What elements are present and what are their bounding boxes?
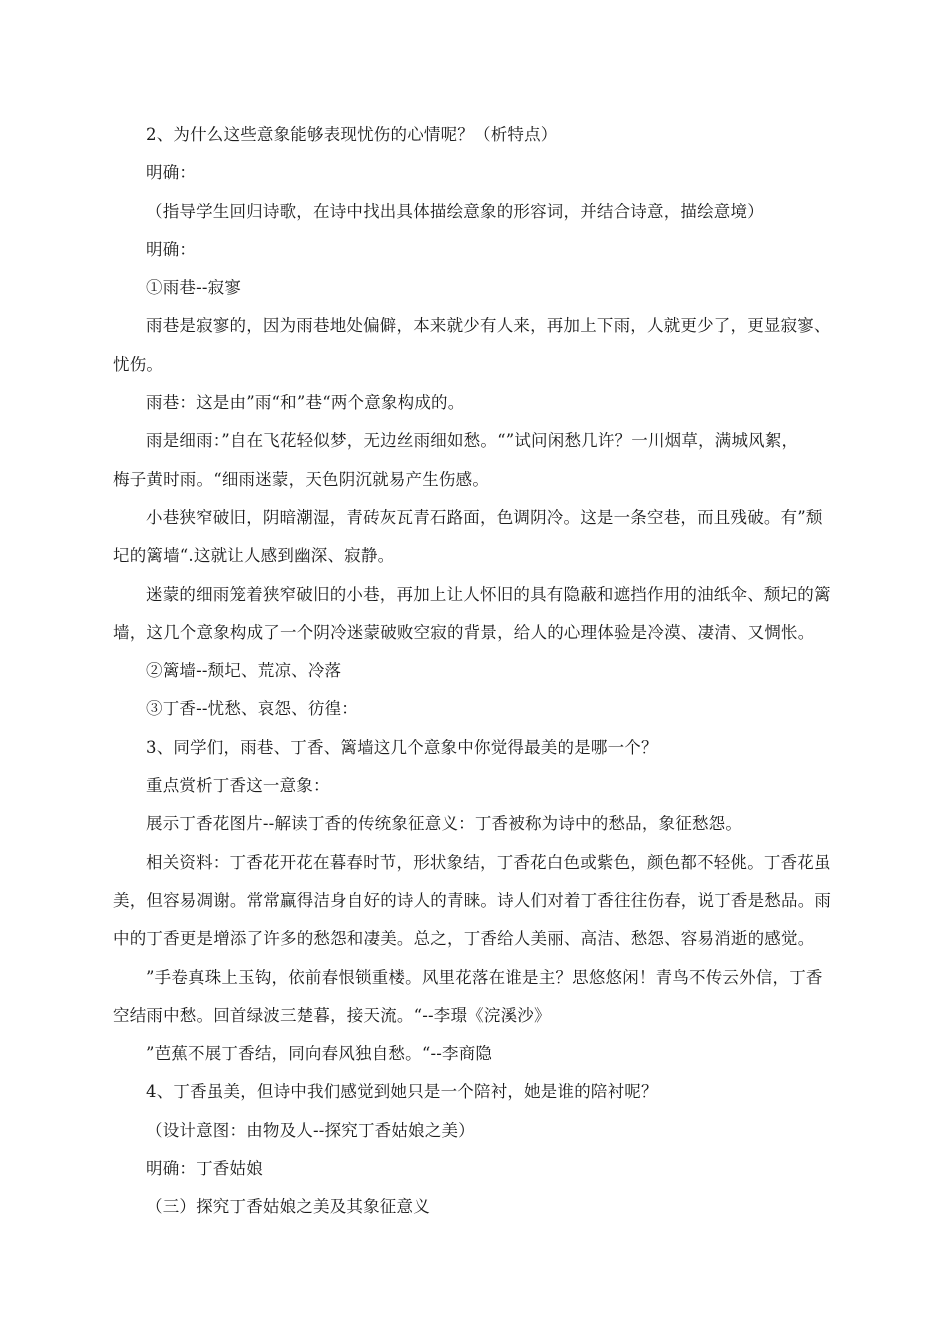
paragraph-line: 小巷狭窄破旧，阴暗潮湿，青砖灰瓦青石路面，色调阴冷。这是一条空巷，而且残破。有”颓 [146, 507, 823, 527]
imagery-heading-lilac: ③丁香--忧愁、哀怨、彷徨： [146, 699, 358, 719]
paragraph-line: 忧伤。 [113, 354, 164, 374]
paragraph-line: 圮的篱墙“.这就让人感到幽深、寂静。 [113, 546, 395, 566]
question-4: 4、丁香虽美，但诗中我们感觉到她只是一个陪衬，她是谁的陪衬呢？ [146, 1082, 658, 1102]
section-heading: （三）探究丁香姑娘之美及其象征意义 [146, 1197, 430, 1217]
question-2: 2、为什么这些意象能够表现忧伤的心情呢？（析特点） [146, 125, 558, 144]
imagery-heading-fence: ②篱墙--颓圮、荒凉、冷落 [146, 661, 342, 681]
poem-quote: 空结雨中愁。回首绿波三楚暮，接天流。“--李璟《浣溪沙》 [113, 1005, 551, 1025]
answer-label: 明确： [146, 163, 197, 183]
question-3: 3、同学们，雨巷、丁香、篱墙这几个意象中你觉得最美的是哪一个？ [146, 737, 658, 757]
paragraph-line: 美，但容易凋谢。常常赢得洁身自好的诗人的青睐。诗人们对着丁香往往伤春，说丁香是愁品。雨 [113, 890, 832, 910]
poem-quote: ”手卷真珠上玉钩，依前春恨锁重楼。风里花落在谁是主？思悠悠闲！青鸟不传云外信，丁香 [146, 967, 823, 987]
paragraph-line: 墙，这几个意象构成了一个阴冷迷蒙破败空寂的背景，给人的心理体验是冷漠、凄清、又惆怅。 [113, 622, 815, 642]
answer-label: 明确： [146, 239, 197, 259]
paragraph-line: 展示丁香花图片--解读丁香的传统象征意义：丁香被称为诗中的愁品，象征愁怨。 [146, 814, 743, 834]
design-intent-note: （设计意图：由物及人--探究丁香姑娘之美） [146, 1120, 475, 1140]
guidance-note: （指导学生回归诗歌，在诗中找出具体描绘意象的形容词，并结合诗意，描绘意境） [146, 201, 764, 221]
paragraph-line: 梅子黄时雨。“细雨迷蒙，天色阴沉就易产生伤感。 [113, 469, 490, 489]
poem-quote: ”芭蕉不展丁香结，同向春风独自愁。“--李商隐 [146, 1044, 493, 1064]
paragraph-line: 雨巷：这是由”雨“和”巷“两个意象构成的。 [146, 393, 465, 413]
paragraph-line: 相关资料：丁香花开花在暮春时节，形状象结，丁香花白色或紫色，颜色都不轻佻。丁香花虽 [146, 852, 831, 872]
paragraph-line: 雨巷是寂寥的，因为雨巷地处偏僻，本来就少有人来，再加上下雨，人就更少了，更显寂寥、 [146, 316, 831, 336]
imagery-heading-rain-alley: ①雨巷--寂寥 [146, 278, 242, 298]
paragraph-line: 雨是细雨：”自在飞花轻似梦，无边丝雨细如愁。“”试问闲愁几许？一川烟草，满城风絮， [146, 431, 799, 451]
paragraph-line: 迷蒙的细雨笼着狭窄破旧的小巷，再加上让人怀旧的具有隐蔽和遮挡作用的油纸伞、颓圮的篱 [146, 584, 831, 604]
document-page [113, 116, 841, 1227]
paragraph-line: 重点赏析丁香这一意象： [146, 776, 330, 796]
paragraph-line: 中的丁香更是增添了许多的愁怨和凄美。总之，丁香给人美丽、高洁、愁怨、容易消逝的感觉。 [113, 929, 815, 949]
answer-line: 明确：丁香姑娘 [146, 1159, 263, 1179]
